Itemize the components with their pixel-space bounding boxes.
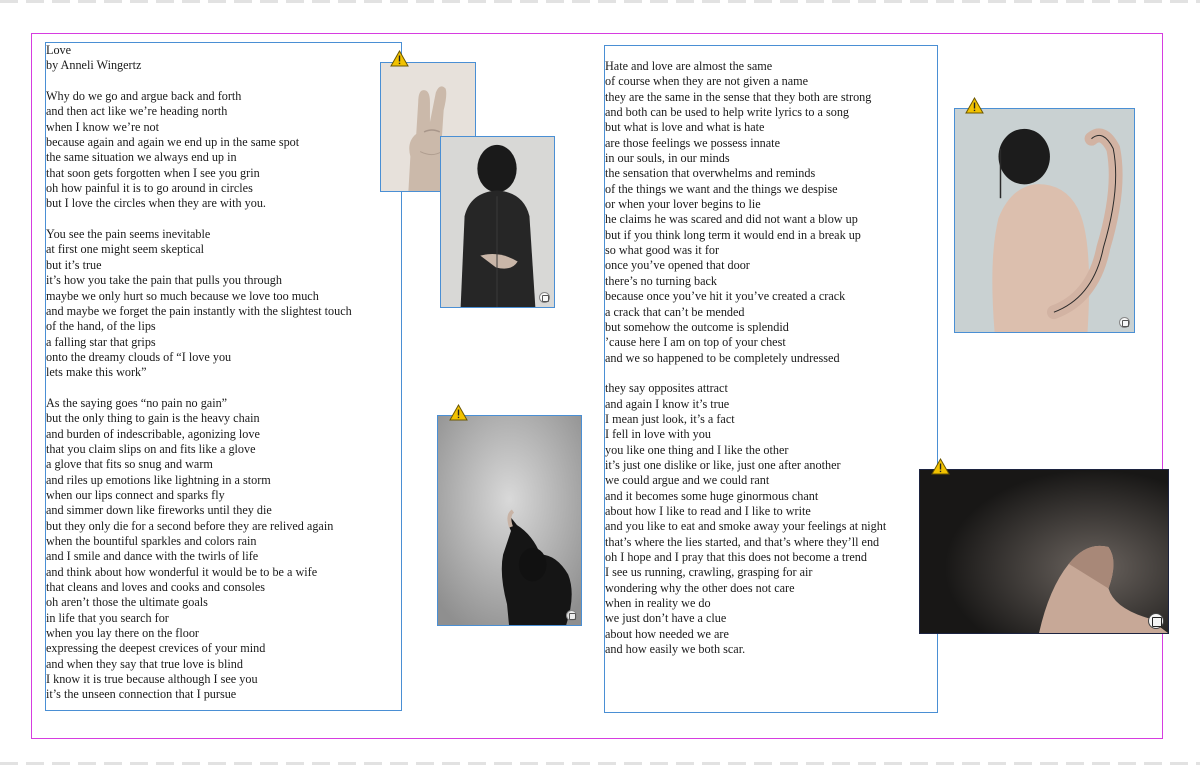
text-line: and simmer down like fireworks until they die xyxy=(46,503,272,518)
text-line: there’s no turning back xyxy=(605,273,718,288)
text-line: it’s just one dislike or like, just one after another xyxy=(605,457,841,472)
text-line: a crack that can’t be mended xyxy=(605,304,745,319)
text-line: but I love the circles when they are with you. xyxy=(46,196,266,211)
text-line: and think about how wonderful it would be to be a wife xyxy=(46,564,318,579)
left-text-content xyxy=(46,43,401,703)
content-grabber-expand-icon[interactable] xyxy=(1148,613,1164,629)
content-grabber-expand-icon[interactable] xyxy=(566,610,577,621)
text-line: expressing the deepest crevices of your mind xyxy=(46,641,266,656)
text-line: and it becomes some huge ginormous chant xyxy=(605,488,819,503)
text-line: are those feelings we possess innate xyxy=(605,135,780,150)
text-line: when in reality we do xyxy=(605,596,711,611)
text-line: you like one thing and I like the other xyxy=(605,442,789,457)
neck-photo xyxy=(920,470,1168,633)
text-line: at first one might seem skeptical xyxy=(46,242,205,257)
text-line: but if you think long term it would end in a break up xyxy=(605,227,861,242)
text-line: they say opposites attract xyxy=(605,381,728,396)
text-line: about how needed we are xyxy=(605,626,729,641)
text-line: I fell in love with you xyxy=(605,427,711,442)
pasteboard-bottom-guide xyxy=(0,762,1200,765)
text-line: and you like to eat and smoke away your feelings at night xyxy=(605,519,887,534)
text-line: but they only die for a second before they are relived again xyxy=(46,518,334,533)
image-frame-back[interactable] xyxy=(954,108,1135,333)
text-line: that cleans and loves and cooks and consoles xyxy=(46,580,265,595)
text-line: because again and again we end up in the same spot xyxy=(46,135,300,150)
text-line: once you’ve opened that door xyxy=(605,258,750,273)
text-line: but what is love and what is hate xyxy=(605,120,765,135)
text-line: You see the pain seems inevitable xyxy=(46,227,211,242)
text-line: wondering why the other does not care xyxy=(605,580,795,595)
text-line: oh I hope and I pray that this does not become a trend xyxy=(605,550,867,564)
text-line xyxy=(605,366,937,381)
text-line: in our souls, in our minds xyxy=(605,151,730,166)
text-line: a falling star that grips xyxy=(46,334,156,349)
left-text-frame[interactable] xyxy=(45,42,402,711)
text-line: of course when they are not given a name xyxy=(605,74,809,89)
text-line: and again I know it’s true xyxy=(605,396,730,411)
text-line: and then act like we’re heading north xyxy=(46,104,228,119)
text-line: and when they say that true love is blind xyxy=(46,656,243,671)
text-line: that’s where the lies started, and that’s where they’ll end xyxy=(605,534,880,549)
text-line: he claims he was scared and did not want a blow up xyxy=(605,212,858,227)
warning-icon[interactable] xyxy=(931,458,950,475)
text-line: Hate and love are almost the same xyxy=(605,59,773,73)
text-line: Why do we go and argue back and forth xyxy=(46,89,242,104)
back-photo xyxy=(955,109,1134,332)
text-line: the sensation that overwhelms and reminds xyxy=(605,166,816,181)
content-grabber-expand-icon[interactable] xyxy=(1119,317,1130,328)
text-line: but it’s true xyxy=(46,257,102,272)
text-line: about how I like to read and I like to write xyxy=(605,503,811,518)
text-line: Love xyxy=(46,43,72,57)
text-line: it’s how you take the pain that pulls you through xyxy=(46,273,282,288)
right-text-frame[interactable] xyxy=(604,45,938,713)
text-line: oh aren’t those the ultimate goals xyxy=(46,595,208,610)
text-line: when our lips connect and sparks fly xyxy=(46,487,225,502)
warning-icon[interactable] xyxy=(390,50,409,67)
warning-icon[interactable] xyxy=(965,97,984,114)
text-line: it’s the unseen connection that I pursue xyxy=(46,687,237,702)
text-line: but the only thing to gain is the heavy chain xyxy=(46,411,260,426)
dancer-photo xyxy=(438,416,581,625)
text-line: lets make this work” xyxy=(46,365,147,380)
text-line: in life that you search for xyxy=(46,610,169,625)
text-line: I see us running, crawling, grasping for air xyxy=(605,565,813,580)
text-line: onto the dreamy clouds of “I love you xyxy=(46,349,232,364)
text-line: because once you’ve hit it you’ve created a crack xyxy=(605,289,846,304)
text-line: and burden of indescribable, agonizing love xyxy=(46,426,260,441)
text-line: by Anneli Wingertz xyxy=(46,58,142,73)
text-line xyxy=(46,212,401,227)
text-line: of the things we want and the things we despise xyxy=(605,181,838,196)
text-line: the same situation we always end up in xyxy=(46,150,237,165)
image-frame-dancer[interactable] xyxy=(437,415,582,626)
text-line: I know it is true because although I see you xyxy=(46,672,258,687)
warning-icon[interactable] xyxy=(449,404,468,421)
text-line: that soon gets forgotten when I see you grin xyxy=(46,165,260,180)
text-line: that you claim slips on and fits like a glove xyxy=(46,441,256,456)
text-line xyxy=(46,381,401,396)
text-line: we could argue and we could rant xyxy=(605,473,770,488)
dark-shirt-photo xyxy=(441,137,554,307)
text-line: oh how painful it is to go around in circles xyxy=(46,181,253,196)
text-line: so what good was it for xyxy=(605,243,720,258)
text-line: of the hand, of the lips xyxy=(46,319,156,334)
text-line: I mean just look, it’s a fact xyxy=(605,411,735,426)
text-line xyxy=(46,74,401,89)
text-line: we just don’t have a clue xyxy=(605,611,727,626)
text-line: but somehow the outcome is splendid xyxy=(605,319,789,334)
text-line: and maybe we forget the pain instantly with the slightest touch xyxy=(46,303,352,318)
pasteboard-top-guide xyxy=(0,0,1200,3)
text-line: As the saying goes “no pain no gain” xyxy=(46,395,228,410)
right-text-content xyxy=(605,59,937,657)
text-line: maybe we only hurt so much because we love too much xyxy=(46,288,319,303)
text-line: when the bountiful sparkles and colors rain xyxy=(46,534,257,548)
content-grabber-expand-icon[interactable] xyxy=(539,292,550,303)
text-line: or when your lover begins to lie xyxy=(605,197,761,212)
image-frame-dark-shirt[interactable] xyxy=(440,136,555,308)
text-line: and riles up emotions like lightning in a storm xyxy=(46,472,271,487)
text-line: a glove that fits so snug and warm xyxy=(46,457,213,472)
text-line: they are the same in the sense that they both are strong xyxy=(605,89,872,104)
text-line: and we so happened to be completely undressed xyxy=(605,350,840,365)
text-line: ’cause here I am on top of your chest xyxy=(605,335,786,350)
image-frame-neck[interactable] xyxy=(919,469,1169,634)
text-line: when I know we’re not xyxy=(46,119,160,134)
text-line: and both can be used to help write lyrics to a song xyxy=(605,105,850,120)
text-line: and I smile and dance with the twirls of life xyxy=(46,549,259,564)
text-line: and how easily we both scar. xyxy=(605,642,746,657)
text-line: when you lay there on the floor xyxy=(46,626,199,641)
